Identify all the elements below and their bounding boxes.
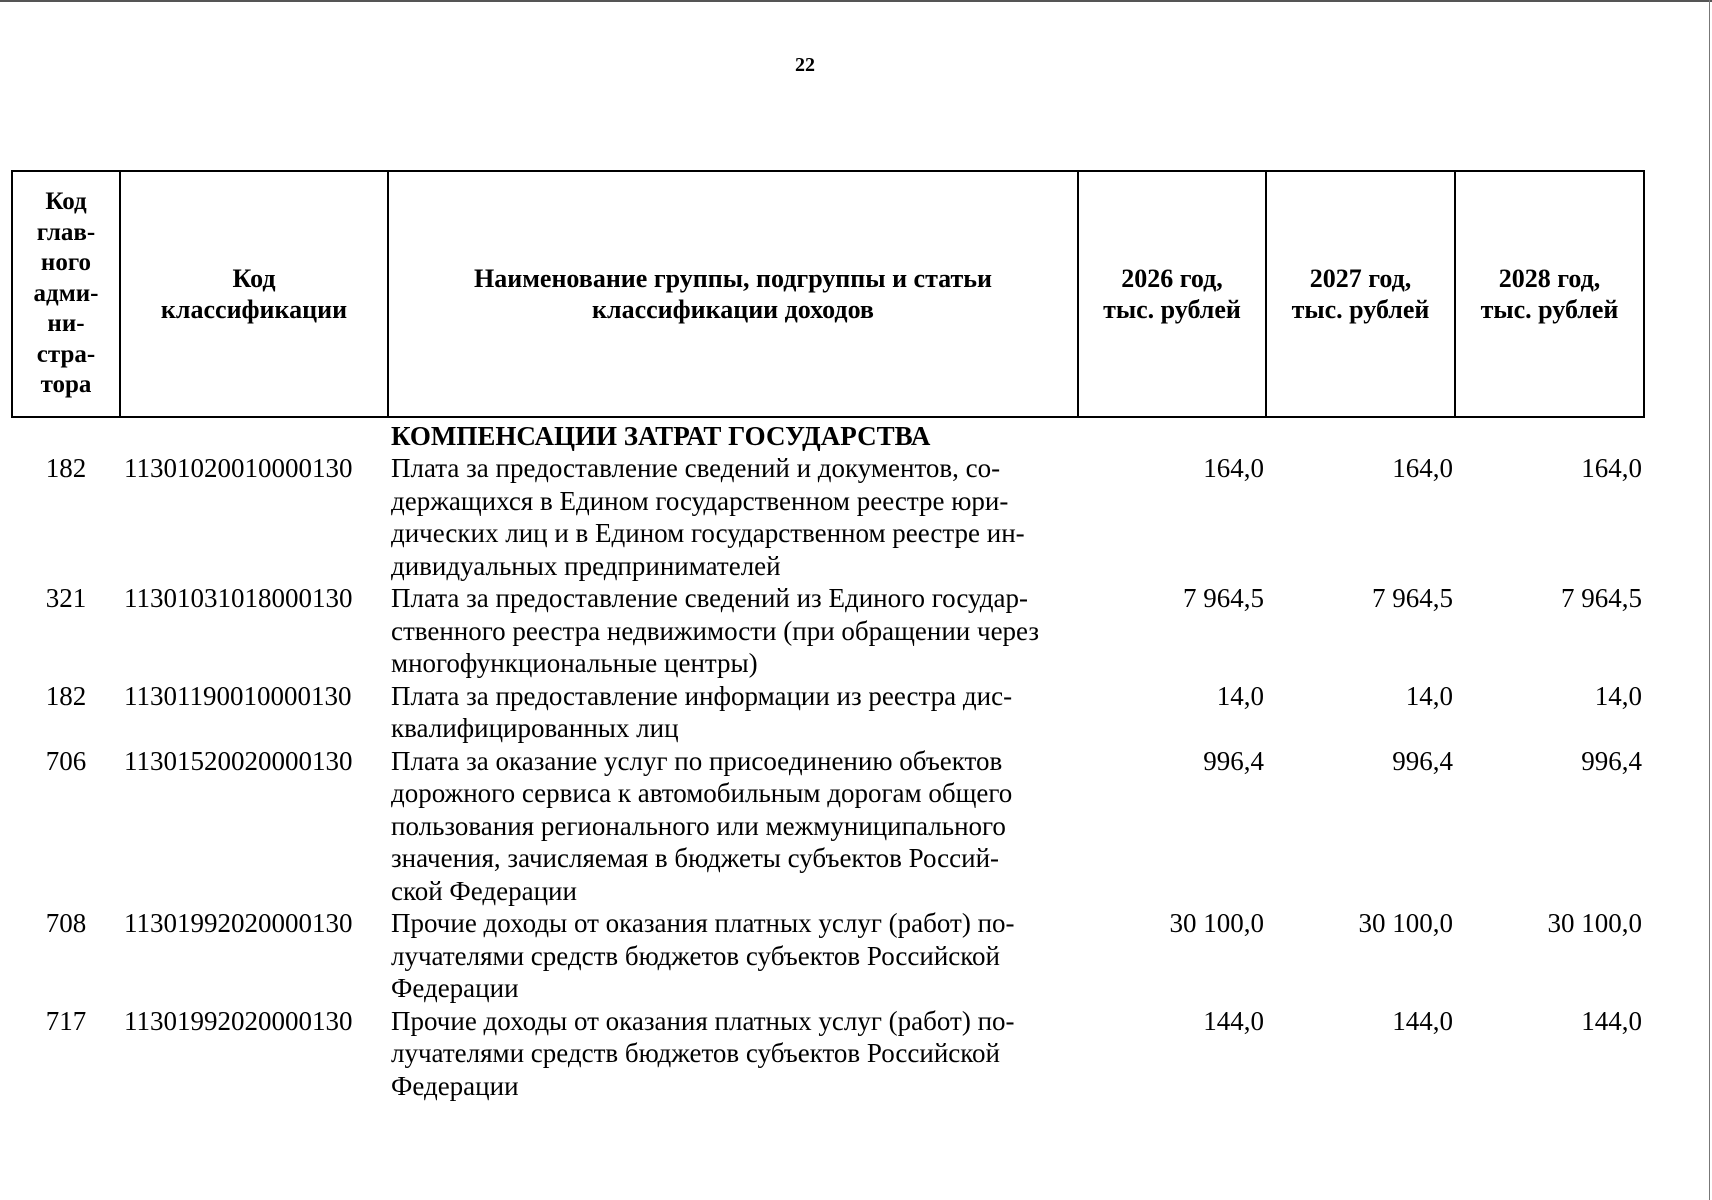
table-header-row (12, 171, 1644, 417)
value-2028-cell: 30 100,0 (1547, 908, 1642, 938)
header-year-2028: 2028 год, тыс. рублей (1455, 171, 1644, 417)
value-2027-cell: 144,0 (1392, 1005, 1453, 1036)
value-2028-cell: 144,0 (1581, 1005, 1642, 1036)
value-2027-cell: 14,0 (1405, 680, 1453, 711)
value-2028-cell: 996,4 (1581, 745, 1642, 776)
value-2027-cell: 7 964,5 (1372, 583, 1453, 613)
admin-code-cell: 321 (45, 583, 87, 613)
value-2028-cell: 14,0 (1594, 680, 1642, 711)
value-2027-cell: 996,4 (1392, 745, 1453, 776)
value-2028-cell: 164,0 (1581, 453, 1642, 483)
header-year-2026: 2026 год, тыс. рублей (1078, 171, 1266, 417)
item-name-cell: Плата за предоставление сведений и документов, со- держащихся в Едином государственном реестре юри- дических лиц и в Едином государственном реестре ин- дивидуальных предпринимателей (391, 453, 1025, 581)
classification-code-cell: 11301520020000130 (124, 745, 353, 776)
admin-code-cell: 717 (45, 1005, 87, 1036)
classification-code-cell: 11301992020000130 (124, 1005, 353, 1036)
admin-code-cell: 182 (45, 453, 87, 483)
header-class-code: Код классификации (120, 171, 388, 417)
table-row (12, 452, 1644, 582)
page-number: 22 (795, 54, 815, 76)
value-2026-cell: 164,0 (1203, 453, 1264, 483)
header-year-2027: 2027 год, тыс. рублей (1266, 171, 1455, 417)
header-name: Наименование группы, подгруппы и статьи классификации доходов (388, 171, 1078, 417)
admin-code-cell: 708 (45, 908, 87, 938)
table-row (12, 907, 1644, 1005)
value-2026-cell: 144,0 (1203, 1005, 1264, 1036)
admin-code-cell: 182 (45, 680, 87, 711)
table-row (12, 1005, 1644, 1103)
value-2026-cell: 14,0 (1216, 680, 1264, 711)
item-name-cell: Прочие доходы от оказания платных услуг (работ) по- лучателями средств бюджетов субъектов Российской Федерации (391, 1005, 1015, 1101)
top-page-edge (0, 0, 1712, 2)
item-name-cell: Плата за предоставление информации из реестра дис- квалифицированных лиц (391, 680, 1013, 743)
table-row (12, 680, 1644, 745)
item-name-cell: Плата за предоставление сведений из Единого государ- ственного реестра недвижимости (при обращении через многофункциональные центры) (391, 583, 1040, 678)
value-2027-cell: 164,0 (1392, 453, 1453, 483)
classification-code-cell: 11301031018000130 (124, 583, 353, 613)
value-2026-cell: 30 100,0 (1169, 908, 1264, 938)
classification-code-cell: 11301992020000130 (124, 908, 353, 938)
value-2026-cell: 7 964,5 (1183, 583, 1264, 613)
table-row (12, 745, 1644, 908)
section-row (12, 417, 1644, 452)
classification-code-cell: 11301190010000130 (124, 680, 352, 711)
item-name-cell: Плата за оказание услуг по присоединению объектов дорожного сервиса к автомобильным дорогам общего пользования регионального или межмуниципального значения, зачисляемая в бюджеты субъектов Россий- ской Федерации (391, 745, 1013, 906)
section-title: КОМПЕНСАЦИИ ЗАТРАТ ГОСУДАРСТВА (391, 421, 931, 451)
value-2028-cell: 7 964,5 (1561, 583, 1642, 613)
right-page-edge (1709, 0, 1710, 1200)
table-row (12, 582, 1644, 680)
admin-code-cell: 706 (45, 745, 87, 776)
value-2027-cell: 30 100,0 (1358, 908, 1453, 938)
classification-code-cell: 11301020010000130 (124, 453, 353, 483)
header-admin-code: Код глав- ного адми- ни- стра- тора (12, 171, 120, 417)
value-2026-cell: 996,4 (1203, 745, 1264, 776)
item-name-cell: Прочие доходы от оказания платных услуг (работ) по- лучателями средств бюджетов субъектов Российской Федерации (391, 908, 1015, 1003)
revenue-table (11, 170, 1645, 1102)
